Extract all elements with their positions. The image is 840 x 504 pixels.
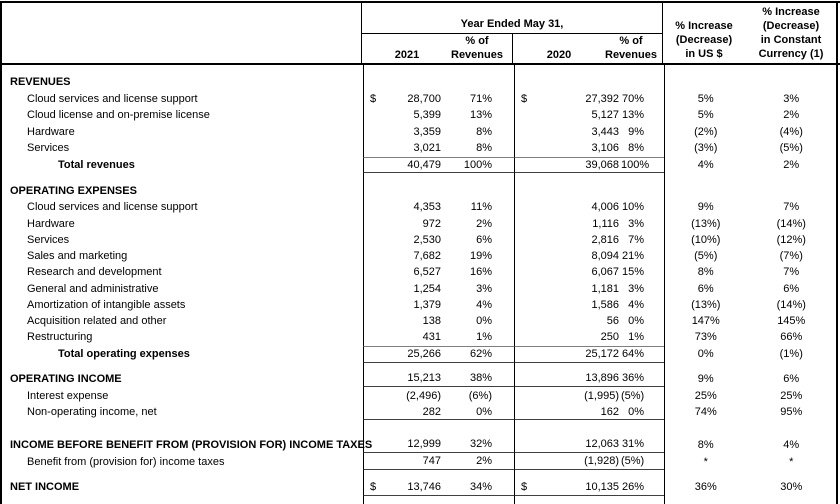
pct-change-constant-currency: (1%) [779, 348, 803, 361]
pct-change-usd: 8% [697, 266, 714, 279]
value-2021: 138 [422, 315, 441, 328]
fy2020-group [514, 90, 664, 107]
fy2020-group [514, 371, 664, 388]
table-row [2, 281, 836, 297]
pct-change-group [664, 371, 836, 388]
pct-change-group [664, 248, 836, 264]
table-right-border [836, 1, 838, 504]
fy2020-group [514, 329, 664, 345]
value-2021: 40,479 [407, 158, 441, 171]
pct-of-revenues-2020: 4% [628, 298, 644, 311]
col-header-pct-change-usd [662, 19, 746, 61]
fy2020-group [514, 182, 664, 199]
table-row [2, 248, 836, 264]
col-header-pct-of-revenues-2020 [596, 34, 666, 62]
spacer-row [2, 470, 836, 479]
fy2020-group [514, 496, 664, 504]
table-row [2, 157, 836, 174]
value-2021: 1,379 [413, 298, 441, 311]
fy2021-group [363, 216, 514, 232]
value-2021: 13,746 [407, 480, 441, 493]
pct-change-usd: (13%) [691, 217, 721, 230]
value-2020: 162 [600, 405, 619, 418]
pct-of-revenues-2020: 70% [621, 92, 644, 105]
pct-change-usd: 147% [691, 315, 720, 328]
row-label: OPERATING INCOME [10, 372, 122, 385]
pct-change-usd: (2%) [694, 125, 718, 138]
table-row [2, 436, 836, 453]
pct-of-revenues-2021: 6% [476, 233, 492, 246]
pct-of-revenues-2021: 3% [476, 282, 492, 295]
fy2021-group [363, 387, 514, 403]
pct-change-usd: (5%) [694, 250, 718, 263]
pct-of-revenues-2020: 9% [628, 125, 644, 138]
value-2020: 56 [606, 315, 619, 328]
pct-of-revenues-2021: 1% [476, 331, 492, 344]
table-row [2, 90, 836, 107]
pct-of-revenues-2020: 1% [628, 331, 644, 344]
row-label: Interest expense [27, 389, 109, 402]
pct-of-revenues-2020: 3% [628, 282, 644, 295]
pct-of-revenues-2020: 21% [621, 250, 644, 263]
fy2020-group [514, 453, 664, 470]
pct-change-usd: 5% [697, 92, 714, 105]
pct-change-usd: 36% [694, 481, 717, 494]
pct-change-group [664, 387, 836, 403]
pct-of-revenues-2020: 13% [621, 109, 644, 122]
value-2021: 25,266 [407, 348, 441, 361]
pct-of-revenues-2021: 38% [469, 372, 492, 385]
fy2021-group [363, 199, 514, 215]
fy2021-group [363, 248, 514, 264]
value-2021: 12,999 [407, 438, 441, 451]
value-2021: 282 [422, 405, 441, 418]
value-2020: 1,586 [591, 298, 619, 311]
pct-of-revenues-2020: 0% [628, 405, 644, 418]
fy2020-group [514, 65, 664, 74]
col-header-pct-of-revenues-2021 [442, 34, 512, 62]
fy2021-group [363, 420, 514, 436]
header-divider-2021-2020 [512, 33, 513, 63]
fy2020-group [514, 107, 664, 124]
pct-change-group [664, 363, 836, 371]
spacer-row [2, 65, 836, 74]
pct-change-group [664, 216, 836, 232]
pct-change-constant-currency: 3% [783, 92, 800, 105]
pct-of-revenues-2020: (5%) [621, 455, 645, 468]
year-ended-label: Year Ended May 31, [460, 18, 564, 30]
fy2021-group [363, 232, 514, 248]
pct-change-group [664, 107, 836, 124]
pct-of-revenues-2021: 11% [470, 201, 492, 214]
pct-of-revenues-2021: 0% [476, 315, 492, 328]
row-label [2, 363, 363, 371]
pct-change-group [664, 404, 836, 420]
pct-change-constant-currency: 4% [783, 438, 800, 451]
dollar-sign: $ [521, 92, 528, 105]
table-row [2, 232, 836, 248]
table-row [2, 74, 836, 90]
fy2020-group [514, 157, 664, 174]
fy2020-group [514, 264, 664, 280]
row-label [2, 470, 363, 479]
pct-of-revenues-2021: 100% [463, 158, 492, 171]
pct-of-revenues-2021: 8% [476, 142, 492, 155]
row-label: Total operating expenses [58, 348, 190, 361]
pct-change-usd: (13%) [691, 298, 721, 311]
spacer-row [2, 173, 836, 182]
fy2020-group [514, 281, 664, 297]
dollar-sign: $ [521, 480, 528, 493]
row-label [2, 65, 363, 74]
dollar-sign: $ [370, 480, 377, 493]
row-label: Total revenues [58, 158, 135, 171]
row-label: Cloud services and license support [27, 201, 198, 214]
pct-change-group [664, 453, 836, 470]
pct-change-constant-currency: 2% [783, 109, 800, 122]
pct-change-group [664, 329, 836, 345]
table-row [2, 329, 836, 345]
pct-change-constant-currency: 7% [783, 201, 800, 214]
fy2020-group [514, 232, 664, 248]
fy2021-group [363, 65, 514, 74]
fy2020-group [514, 297, 664, 313]
row-label [2, 496, 363, 504]
row-label: Non-operating income, net [27, 406, 157, 419]
value-2021: 5,399 [413, 109, 441, 122]
pct-of-revenues-2021: 16% [469, 266, 492, 279]
row-label: Hardware [27, 125, 75, 138]
value-2021: 15,213 [407, 372, 441, 385]
value-2020: 25,172 [585, 348, 619, 361]
fy2021-group [363, 404, 514, 420]
value-2021: 3,021 [413, 142, 441, 155]
pct-change-usd: 9% [697, 201, 714, 214]
fy2020-group [514, 436, 664, 453]
pct-of-revenues-2020: 15% [621, 266, 644, 279]
pct-change-constant-currency: 6% [783, 282, 800, 295]
fy2021-group [363, 173, 514, 182]
usd-header-line: % Increase [675, 20, 733, 32]
pct-change-usd: (3%) [694, 142, 718, 155]
pct-of-revenues-2020: (5%) [621, 389, 645, 402]
value-2020: 8,094 [591, 250, 619, 263]
pct-change-usd: 6% [697, 282, 714, 295]
spacer-row [2, 420, 836, 436]
fy2021-group [363, 496, 514, 504]
value-2021: 972 [422, 217, 441, 230]
col-header-pct-change-constant-currency [746, 5, 836, 61]
pct-of-revenues-2021: 4% [476, 298, 492, 311]
table-row [2, 404, 836, 420]
pct-change-group [664, 436, 836, 453]
pct-of-line: % of [465, 35, 489, 47]
table-row [2, 387, 836, 403]
pct-of-revenues-2020: 31% [621, 438, 644, 451]
pct-change-usd: 25% [694, 389, 717, 402]
row-label: General and administrative [27, 282, 159, 295]
pct-of-revenues-2020: 3% [628, 217, 644, 230]
value-2021: (2,496) [406, 389, 441, 402]
fy2020-group [514, 216, 664, 232]
fy2020-group [514, 387, 664, 403]
value-2020: 12,063 [585, 438, 619, 451]
value-2020: 39,068 [585, 158, 619, 171]
row-label: Benefit from (provision for) income taxes [27, 455, 225, 468]
pct-change-constant-currency: (14%) [776, 217, 806, 230]
fy2021-group [363, 157, 514, 174]
pct-of-revenues-2021: 34% [469, 480, 492, 493]
table-row [2, 199, 836, 215]
fy2021-group [363, 363, 514, 371]
fy2021-group [363, 264, 514, 280]
value-2020: 3,443 [591, 125, 619, 138]
fy2021-group [363, 90, 514, 107]
pct-change-usd: 5% [697, 109, 714, 122]
table-row [2, 313, 836, 329]
row-label: Acquisition related and other [27, 315, 167, 328]
pct-change-group [664, 470, 836, 479]
value-2021: 28,700 [407, 92, 441, 105]
pct-change-constant-currency: 6% [783, 372, 800, 385]
pct-change-constant-currency: 145% [777, 315, 806, 328]
fy2020-group [514, 74, 664, 90]
row-label: Restructuring [27, 331, 93, 344]
fy2020-group [514, 346, 664, 363]
pct-of-revenues-2021: 13% [469, 109, 492, 122]
table-row [2, 479, 836, 496]
fy2021-group [363, 107, 514, 124]
value-2021: 3,359 [413, 125, 441, 138]
pct-of-revenues-2021: (6%) [468, 389, 492, 402]
row-label [2, 420, 363, 436]
pct-of-revenues-2020: 100% [621, 158, 650, 171]
pct-change-group [664, 74, 836, 90]
pct-change-constant-currency: 25% [780, 389, 803, 402]
pct-of-revenues-2020: 36% [621, 372, 644, 385]
table-body [2, 65, 836, 504]
pct-change-group [664, 65, 836, 74]
value-2021: 747 [422, 455, 441, 468]
value-2020: 13,896 [585, 372, 619, 385]
fy2020-group [514, 470, 664, 479]
value-2020: 6,067 [591, 266, 619, 279]
fy2021-group [363, 123, 514, 140]
pct-of-revenues-2021: 2% [476, 217, 492, 230]
value-2020: 1,181 [591, 282, 619, 295]
fy2020-group [514, 404, 664, 420]
row-label: REVENUES [10, 76, 71, 89]
pct-of-revenues-2021: 0% [476, 405, 492, 418]
table-row [2, 297, 836, 313]
pct-change-group [664, 232, 836, 248]
value-2020: 3,106 [591, 142, 619, 155]
pct-change-usd: 4% [697, 158, 714, 171]
pct-change-usd: 8% [697, 438, 714, 451]
pct-change-constant-currency: (7%) [779, 250, 803, 263]
pct-change-constant-currency: (14%) [776, 298, 806, 311]
fy2021-group [363, 346, 514, 363]
pct-change-constant-currency: 2% [783, 158, 800, 171]
value-2020: (1,928) [584, 455, 619, 468]
value-2020: 10,135 [585, 480, 619, 493]
cc-header-line: % Increase [762, 6, 820, 18]
table-row [2, 140, 836, 157]
fy2021-group [363, 281, 514, 297]
pct-change-group [664, 479, 836, 496]
pct-change-group [664, 313, 836, 329]
fy2021-group [363, 371, 514, 388]
table-row [2, 182, 836, 199]
pct-change-group [664, 346, 836, 363]
fy2021-group [363, 140, 514, 157]
fy2021-group [363, 453, 514, 470]
fy2020-group [514, 313, 664, 329]
usd-header-line: in US $ [685, 48, 723, 60]
col-header-2020: 2020 [546, 49, 572, 61]
fy2020-group [514, 173, 664, 182]
fy2020-group [514, 248, 664, 264]
value-2020: (1,995) [584, 389, 619, 402]
fy2020-group [514, 363, 664, 371]
fy2020-group [514, 140, 664, 157]
pct-change-group [664, 173, 836, 182]
pct-of-revenues-2021: 2% [476, 455, 492, 468]
pct-change-group [664, 297, 836, 313]
row-label: NET INCOME [10, 481, 80, 494]
table-row [2, 264, 836, 280]
value-2021: 2,530 [413, 233, 441, 246]
value-2020: 27,392 [585, 92, 619, 105]
table-row [2, 123, 836, 140]
pct-change-constant-currency: 95% [780, 406, 803, 419]
fy2021-group [363, 436, 514, 453]
pct-of-revenues-2020: 8% [628, 142, 644, 155]
fy2020-group [514, 199, 664, 215]
fy2021-group [363, 313, 514, 329]
pct-change-group [664, 281, 836, 297]
value-2020: 2,816 [591, 233, 619, 246]
pct-change-group [664, 90, 836, 107]
pct-of-revenues-2020: 10% [621, 201, 644, 214]
row-label: Amortization of intangible assets [27, 298, 186, 311]
pct-change-constant-currency: (12%) [776, 233, 806, 246]
pct-change-constant-currency: 66% [780, 331, 803, 344]
row-label: INCOME BEFORE BENEFIT FROM (PROVISION FOR) INCOME TAXES [10, 438, 373, 451]
spacer-row [2, 496, 836, 504]
pct-of-line: % of [619, 35, 643, 47]
pct-change-group [664, 157, 836, 174]
row-label: Services [27, 233, 70, 246]
revenues-line: Revenues [451, 49, 503, 61]
fy2021-group [363, 479, 514, 496]
pct-change-constant-currency: (5%) [779, 142, 803, 155]
pct-change-constant-currency: (4%) [779, 125, 803, 138]
pct-change-group [664, 123, 836, 140]
usd-header-line: (Decrease) [675, 34, 733, 46]
table-header [2, 3, 836, 63]
cc-header-line: in Constant [760, 34, 822, 46]
value-2020: 250 [600, 331, 619, 344]
pct-of-revenues-2021: 8% [476, 125, 492, 138]
pct-change-group [664, 264, 836, 280]
dollar-sign: $ [370, 92, 377, 105]
table-row [2, 453, 836, 470]
value-2021: 7,682 [413, 250, 441, 263]
pct-change-group [664, 420, 836, 436]
fy2020-group [514, 420, 664, 436]
pct-change-usd: 0% [697, 348, 714, 361]
pct-change-group [664, 140, 836, 157]
pct-change-usd: (10%) [691, 233, 721, 246]
pct-of-revenues-2020: 26% [621, 480, 644, 493]
table-row [2, 216, 836, 232]
fy2021-group [363, 329, 514, 345]
fy2020-group [514, 123, 664, 140]
row-label: Services [27, 142, 70, 155]
pct-of-revenues-2021: 71% [469, 92, 492, 105]
value-2021: 1,254 [413, 282, 441, 295]
table-row [2, 346, 836, 363]
pct-change-usd: * [703, 455, 708, 468]
pct-change-usd: 74% [694, 406, 717, 419]
fy2021-group [363, 74, 514, 90]
pct-of-revenues-2020: 64% [621, 348, 644, 361]
fy2021-group [363, 182, 514, 199]
pct-change-usd: 9% [697, 372, 714, 385]
pct-of-revenues-2021: 62% [469, 348, 492, 361]
value-2020: 4,006 [591, 201, 619, 214]
fy2020-group [514, 479, 664, 496]
pct-of-revenues-2020: 0% [628, 315, 644, 328]
pct-change-constant-currency: 7% [783, 266, 800, 279]
table-row [2, 107, 836, 124]
row-label: Hardware [27, 217, 75, 230]
value-2020: 1,116 [592, 217, 619, 230]
pct-of-revenues-2021: 19% [469, 250, 492, 263]
pct-change-group [664, 496, 836, 504]
table-row [2, 371, 836, 388]
col-header-2021: 2021 [394, 49, 420, 61]
row-label: Cloud license and on-premise license [27, 109, 210, 122]
row-label: Cloud services and license support [27, 92, 198, 105]
pct-of-revenues-2020: 7% [628, 233, 644, 246]
value-2021: 4,353 [413, 201, 441, 214]
pct-change-usd: 73% [694, 331, 717, 344]
cc-header-line: Currency (1) [758, 48, 824, 60]
row-label: Sales and marketing [27, 250, 128, 263]
revenues-line: Revenues [605, 49, 657, 61]
fy2021-group [363, 297, 514, 313]
spacer-row [2, 363, 836, 371]
pct-of-revenues-2021: 32% [469, 438, 492, 451]
row-label [2, 173, 363, 182]
pct-change-group [664, 199, 836, 215]
row-label: OPERATING EXPENSES [10, 184, 137, 197]
cc-header-line: (Decrease) [762, 20, 820, 32]
pct-change-constant-currency: 30% [780, 481, 803, 494]
fy2021-group [363, 470, 514, 479]
row-label: Research and development [27, 266, 162, 279]
value-2021: 431 [422, 331, 441, 344]
pct-change-constant-currency: * [789, 455, 794, 468]
value-2020: 5,127 [591, 109, 619, 122]
value-2021: 6,527 [413, 266, 441, 279]
pct-change-group [664, 182, 836, 199]
